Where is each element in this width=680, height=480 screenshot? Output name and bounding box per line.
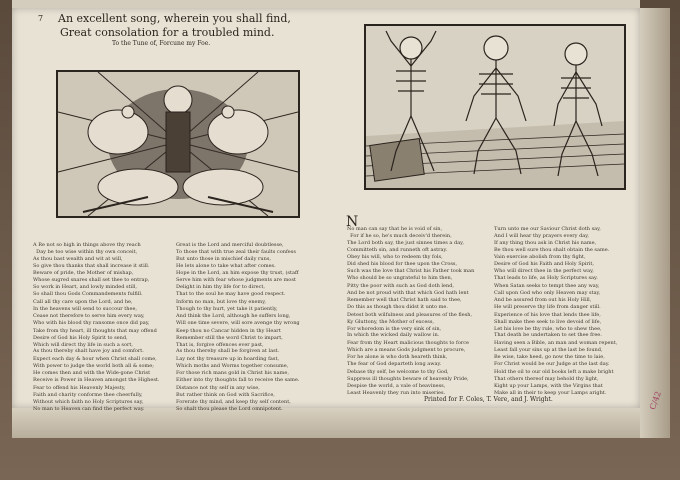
verse-line: Let his love be thy rule, who to shew thee, bbox=[494, 325, 602, 332]
verse-line: Be thou well sure thou shalt obtain the same. bbox=[494, 246, 610, 253]
verse-line: No man can say that he is void of sin, bbox=[347, 225, 443, 232]
verse-line: Call upon God who only Heaven may stay, bbox=[494, 289, 601, 296]
verse-line: To those that with true zeal their faults confess bbox=[176, 248, 296, 255]
verse-line: Pitty the poor with such as God doth lend, bbox=[347, 283, 454, 290]
verse-line: Remember well that Christ hath said to thee, bbox=[347, 296, 462, 303]
verse-line: Ky Gluttony, the Mother of excess, bbox=[347, 318, 435, 325]
verse-line: He comes then and with the Wide-gone Christ bbox=[33, 370, 151, 377]
verse-line: Make all in their to keep your Lamps aright. bbox=[494, 389, 607, 396]
verse-line: Do this as though thou didst it unto me. bbox=[347, 303, 448, 310]
verse-line: Either into thy thoughts fall to receive the same. bbox=[176, 377, 300, 384]
verse-line: Take from thy heart, ill thoughts that may offend bbox=[33, 327, 157, 334]
verse-line: When Satan seeks to tempt thee any way, bbox=[494, 283, 600, 290]
verse-line: Experience of his love that lends thee life, bbox=[494, 311, 601, 318]
verse-column-1 bbox=[33, 228, 160, 419]
verse-line: Who with his blood thy ransome once did pay, bbox=[33, 319, 150, 326]
verse-line: Desire of God his Faith and Holy Spirit, bbox=[494, 261, 595, 268]
verse-line: Lay not thy treasure up in hoarding fast, bbox=[176, 356, 280, 363]
verse-line: That death be undertaken to set thee free. bbox=[494, 332, 602, 339]
verse-line: And I will hear thy prayers every day, bbox=[494, 232, 590, 239]
verse-line: Who will direct thee in the perfect way, bbox=[494, 268, 594, 275]
verse-line: In which the wicked daily wallow in. bbox=[347, 332, 440, 339]
verse-line: Hold the oil to our old books left a make bright bbox=[494, 368, 614, 375]
verse-line: Serve him with fear whose judgments are most bbox=[176, 277, 296, 284]
verse-line: Distance not thy self in any wise, bbox=[176, 384, 260, 391]
verse-line: Forerate thy mind, and keep thy self content, bbox=[176, 398, 291, 405]
pencil-shelfmark: C/42 bbox=[648, 390, 663, 411]
verse-line: With power to judge the world both all & some; bbox=[33, 363, 154, 370]
verse-line: He will preserve thy life from danger still. bbox=[494, 303, 601, 310]
verse-line: Least fall your sins up at the last be found, bbox=[494, 347, 603, 354]
verse-line: For whoredom is the very sink of sin, bbox=[347, 325, 442, 332]
verse-line: Which will direct thy life in such a sort, bbox=[33, 341, 133, 348]
drop-capital: N bbox=[346, 214, 359, 230]
verse-line: Inform no man, but love thy enemy, bbox=[176, 299, 266, 306]
verse-line: Suppress ill thoughts beware of heavenly Pride, bbox=[347, 375, 469, 382]
verse-line: No man to Heaven can find the perfect way. bbox=[33, 405, 145, 412]
tune-line: To the Tune of, Forcune my Foe. bbox=[112, 40, 211, 47]
verse-line: So work in Heart, and lowly minded still, bbox=[33, 284, 137, 291]
verse-line: Did shed his blood for thee upon the Cross, bbox=[347, 261, 458, 268]
verse-line: Shall make thee seek to live devoid of life, bbox=[494, 318, 602, 325]
verse-line: Which moths and Worms together consume, bbox=[176, 363, 289, 370]
verse-line: Who should be so ungrateful to him then, bbox=[347, 275, 453, 282]
verse-line: Detest both wilfulness and pleasures of the flesh, bbox=[347, 311, 473, 318]
verse-line: Whose sugred snares shall set thee to entrap, bbox=[33, 277, 150, 284]
verse-line: Such was the love that Christ his Father took man bbox=[347, 268, 475, 275]
title-line-1: An excellent song, wherein you shall find, bbox=[58, 12, 291, 25]
verse-line: Cease not therefore to serve him every way, bbox=[33, 312, 145, 319]
verse-line: For if he so, he's much deceiv'd therein, bbox=[347, 232, 452, 239]
verse-line: Obey his will, who to redeem thy fols, bbox=[347, 254, 443, 261]
verse-line: Beware of pride, the Mother of mishap, bbox=[33, 270, 134, 277]
verse-line: Keep thou no Cancar hidden in thy Heart bbox=[176, 327, 281, 334]
verse-line: And be assured from out his Holy Hill, bbox=[494, 296, 592, 303]
verse-line: Faith and charity conforme thee cheerfully, bbox=[33, 391, 143, 398]
verse-line: Receive is Power in Heaven amongst the Highest. bbox=[33, 377, 160, 384]
verse-line: And be not proud with that which God hath lent bbox=[347, 289, 469, 296]
verse-line: As thou bast wealth and wit at will, bbox=[33, 255, 123, 262]
verse-line: That is, forgive offences ever past, bbox=[176, 341, 264, 348]
verse-line: Delight in him thy life for to direct, bbox=[176, 284, 265, 291]
verse-line: That others thereof may behold thy light, bbox=[494, 375, 599, 382]
verse-line: For he alone is who doth heareth think, bbox=[347, 354, 448, 361]
verse-line: Having seen a Bible, an man and woman repent, bbox=[494, 340, 618, 347]
previous-page-strip bbox=[12, 0, 640, 8]
verse-line: Without which faith no Holy Scriptures say, bbox=[33, 398, 144, 405]
verse-line: So shalt thou please the Lord omnipotent. bbox=[176, 405, 283, 412]
verse-line: But rather think on God with Sacrifice, bbox=[176, 391, 275, 398]
verse-line: Hope in the Lord, an him expose thy trust, (staff bbox=[176, 270, 299, 277]
verse-column-4 bbox=[494, 212, 617, 403]
verse-line: Expect each day & hour when Christ shall come, bbox=[33, 356, 157, 363]
verse-line: If any thing thou ask in Christ his name, bbox=[494, 239, 597, 246]
verse-line: Remember still the word Christ to impart, bbox=[176, 334, 283, 341]
verse-line: The Lord both say, the just sinnes times a day, bbox=[347, 239, 464, 246]
verse-line: Which are a means Gods judgment to procure, bbox=[347, 347, 466, 354]
verse-line: So shall thou Gods Commandements fulfill. bbox=[33, 291, 143, 298]
verse-line: Despise the world, a vale of heaviness, bbox=[347, 382, 446, 389]
sheet-number: 7 bbox=[38, 14, 44, 23]
verse-line: Call all thy care upon the Lord, and he, bbox=[33, 299, 133, 306]
page-stack-edge bbox=[640, 8, 670, 438]
verse-line: Though to thy hurt, yet take it patiently, bbox=[176, 305, 278, 312]
verse-line: A Re not so high in things above thy reach bbox=[33, 241, 141, 248]
ballad-title bbox=[58, 12, 291, 40]
verse-column-2 bbox=[176, 228, 300, 419]
woodcut-christ-in-glory bbox=[56, 70, 300, 218]
verse-line: But unto those in mischief daily runs, bbox=[176, 255, 272, 262]
verse-line: The fear of God departeth long away. bbox=[347, 361, 442, 368]
verse-line: Desire of God his Holy Spirit to send, bbox=[33, 334, 128, 341]
verse-line: Great is the Lord and merciful doubtlesse, bbox=[176, 241, 284, 248]
verse-line: Fear to offend his Heavenly Majesty, bbox=[33, 384, 126, 391]
verse-column-3 bbox=[347, 212, 474, 403]
verse-line: Will one time severe, will sore avenge thy wrong bbox=[176, 319, 300, 326]
verse-line: Vain exercise abolish from thy fight, bbox=[494, 254, 586, 261]
verse-line: As thou thereby shalt have joy and comfort. bbox=[33, 348, 144, 355]
verse-line: Least Heavenly they run into miseries. bbox=[347, 389, 446, 396]
verse-line: Be wise, take heed, go now the time to laie, bbox=[494, 354, 605, 361]
verse-line: He lets alone to take what after comes. bbox=[176, 262, 276, 269]
verse-line: Day be too wise within thy own conceit, bbox=[33, 248, 138, 255]
christ-woodcut-illustration bbox=[58, 72, 298, 216]
verse-line: Kight up your Lamps, with the Virgins that bbox=[494, 382, 603, 389]
verse-line: Fear from thy Heart malicious thoughts to force bbox=[347, 340, 469, 347]
verse-line: As thou thereby shall be forgiven at last. bbox=[176, 348, 280, 355]
verse-line: And think the Lord, although he suffers long, bbox=[176, 312, 291, 319]
verse-line: Debase thy self, be welcome to thy God, bbox=[347, 368, 449, 375]
verse-line: That leads to life, as Holy Scriptures say. bbox=[494, 275, 598, 282]
title-line-2: Great consolation for a troubled mind. bbox=[60, 26, 275, 39]
verse-line: For Christ would be our Judge at the last day. bbox=[494, 361, 610, 368]
skeletons-woodcut-illustration bbox=[366, 26, 624, 188]
verse-line: That to the soul he may have good respect. bbox=[176, 291, 286, 298]
printer-imprint: Printed for F. Coles, T. Vere, and J. Wright. bbox=[424, 396, 553, 403]
woodcut-three-skeletons bbox=[364, 24, 626, 190]
verse-line: Committeth sin, and runneth oft astray. bbox=[347, 246, 448, 253]
verse-line: So give thou thanks that shall increase it still. bbox=[33, 262, 150, 269]
verse-line: For those rich mans gold in Christ his name, bbox=[176, 370, 289, 377]
verse-line: In the heavens will send to succour thee, bbox=[33, 305, 138, 312]
verse-line: Turn unto me our Saviour Christ doth say, bbox=[494, 225, 601, 232]
